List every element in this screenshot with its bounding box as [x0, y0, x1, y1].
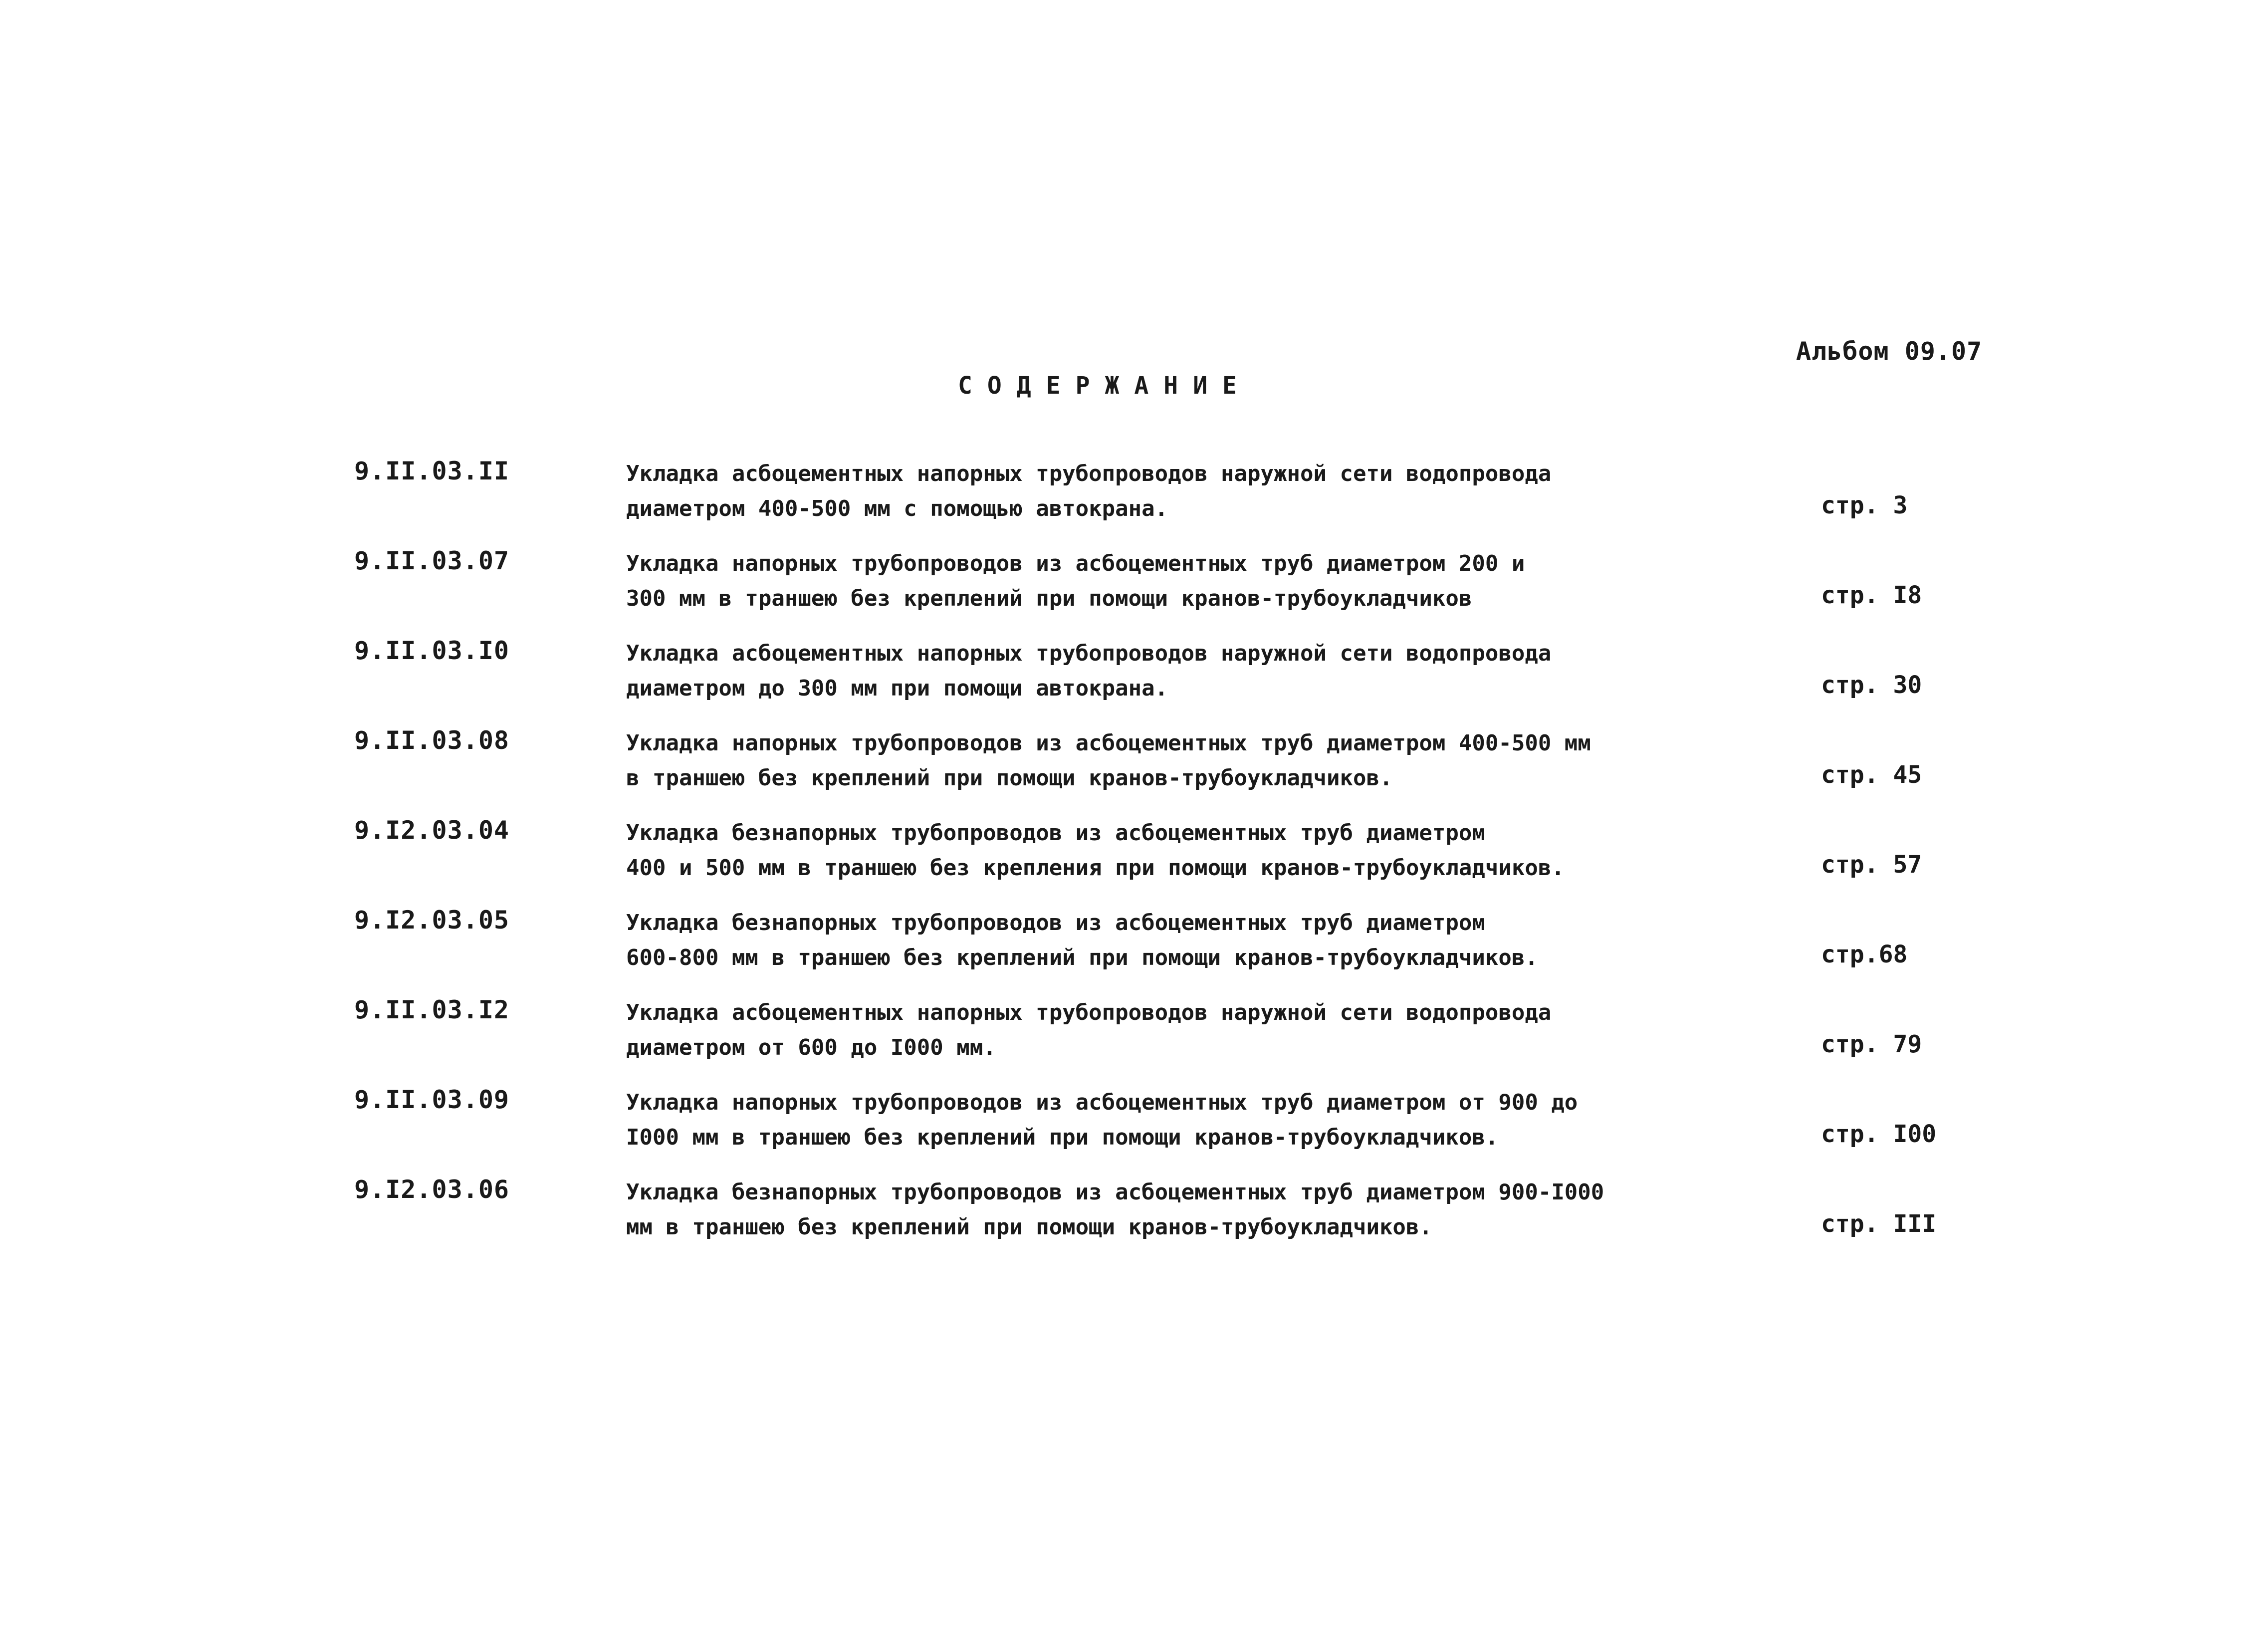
toc-entry	[354, 1085, 2001, 1175]
entry-page: стр. 45	[1821, 761, 1922, 789]
entry-page: стр. III	[1821, 1210, 1937, 1238]
entry-description-line: Укладка безнапорных трубопроводов из асбоцементных труб диаметром 900-I000	[626, 1179, 1604, 1205]
entry-description-line: диаметром от 600 до I000 мм.	[626, 1035, 996, 1060]
entry-description	[626, 906, 1809, 975]
entry-code: 9.II.03.09	[354, 1085, 510, 1114]
entry-code: 9.II.03.II	[354, 457, 510, 485]
album-number: Альбом 09.07	[1796, 337, 1983, 366]
entry-description-line: Укладка асбоцементных напорных трубопроводов наружной сети водопровода	[626, 461, 1552, 486]
toc-entry	[354, 636, 2001, 726]
entry-description-line: Укладка напорных трубопроводов из асбоцементных труб диаметром от 900 до	[626, 1090, 1578, 1115]
entry-code: 9.I2.03.05	[354, 906, 510, 935]
entry-page: стр. 3	[1821, 491, 1908, 519]
entry-description-line: 400 и 500 мм в траншею без крепления при помощи кранов-трубоукладчиков.	[626, 855, 1565, 881]
entry-description	[626, 726, 1809, 796]
entry-description-line: Укладка безнапорных трубопроводов из асбоцементных труб диаметром	[626, 820, 1485, 846]
entry-code: 9.I2.03.06	[354, 1175, 510, 1204]
toc-entry	[354, 995, 2001, 1085]
entry-code: 9.I2.03.04	[354, 816, 510, 845]
page-title: СОДЕРЖАНИЕ	[958, 372, 1252, 400]
entry-code: 9.II.03.I0	[354, 636, 510, 665]
entry-description	[626, 1175, 1809, 1245]
entry-description-line: Укладка асбоцементных напорных трубопроводов наружной сети водопровода	[626, 641, 1552, 666]
entry-description-line: Укладка безнапорных трубопроводов из асбоцементных труб диаметром	[626, 910, 1485, 936]
entry-description	[626, 995, 1809, 1065]
entry-description	[626, 636, 1809, 706]
entry-code: 9.II.03.07	[354, 546, 510, 575]
toc-entry	[354, 1175, 2001, 1265]
entry-page: стр. 30	[1821, 671, 1922, 699]
entry-description	[626, 816, 1809, 886]
entry-description	[626, 1085, 1809, 1155]
entry-description-line: 300 мм в траншею без креплений при помощи кранов-трубоукладчиков	[626, 586, 1472, 611]
entry-description-line: мм в траншею без креплений при помощи кранов-трубоукладчиков.	[626, 1214, 1432, 1240]
entry-description-line: Укладка напорных трубопроводов из асбоцементных труб диаметром 400-500 мм	[626, 730, 1591, 756]
toc-entry	[354, 457, 2001, 546]
entry-description-line: диаметром до 300 мм при помощи автокрана.	[626, 676, 1168, 701]
toc-entry	[354, 816, 2001, 906]
entry-description-line: в траншею без креплений при помощи кранов-трубоукладчиков.	[626, 765, 1393, 791]
entry-page: стр.68	[1821, 941, 1908, 968]
toc-entry	[354, 726, 2001, 816]
entry-page: стр. I8	[1821, 581, 1922, 609]
entry-description	[626, 546, 1809, 616]
entry-code: 9.II.03.I2	[354, 995, 510, 1024]
entry-page: стр. I00	[1821, 1120, 1937, 1148]
entry-description-line: Укладка напорных трубопроводов из асбоцементных труб диаметром 200 и	[626, 551, 1525, 576]
entry-page: стр. 57	[1821, 851, 1922, 879]
table-of-contents	[354, 457, 2001, 1265]
toc-entry	[354, 906, 2001, 995]
entry-description-line: диаметром 400-500 мм с помощью автокрана.	[626, 496, 1168, 521]
toc-entry	[354, 546, 2001, 636]
entry-description	[626, 457, 1809, 526]
entry-description-line: Укладка асбоцементных напорных трубопроводов наружной сети водопровода	[626, 1000, 1552, 1025]
entry-page: стр. 79	[1821, 1030, 1922, 1058]
entry-description-line: 600-800 мм в траншею без креплений при помощи кранов-трубоукладчиков.	[626, 945, 1538, 970]
entry-code: 9.II.03.08	[354, 726, 510, 755]
entry-description-line: I000 мм в траншею без креплений при помощи кранов-трубоукладчиков.	[626, 1125, 1499, 1150]
